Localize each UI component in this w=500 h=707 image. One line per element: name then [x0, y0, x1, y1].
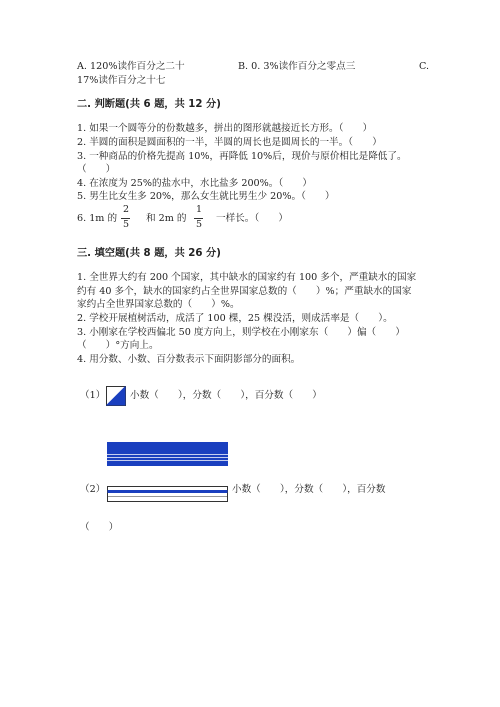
fraction-2-numerator: 1	[195, 204, 203, 215]
judge-item-4: 4. 在浓度为 25%的盐水中，水比盐多 200%。（ ）	[77, 178, 312, 189]
fill-line-2: 约有 40 多个，缺水的国家约占全世界国家总数的（ ）%；严重缺水的国家	[77, 286, 412, 297]
figure-1-answer-text: 小数（ ），分数（ ），百分数（ ）	[130, 390, 322, 401]
section3-heading: 三. 填空题(共 8 题，共 26 分)	[77, 248, 221, 259]
judge-item-2: 2. 半圆的面积是圆面积的一半，半圆的周长也是圆周长的一半。（ ）	[77, 137, 382, 148]
fill-line-6: （ ）°方向上。	[77, 340, 159, 351]
fill-line-1: 1. 全世界大约有 200 个国家，其中缺水的国家约有 100 多个，严重缺水的国家	[77, 272, 417, 283]
judge-item-5: 5. 男生比女生多 20%，那么女生就比男生少 20%。（ ）	[77, 191, 335, 202]
partial-stripe-figure	[107, 486, 228, 502]
figure-1-label: （1）	[80, 390, 106, 401]
judge-item-6-prefix: 6. 1m 的	[77, 213, 118, 224]
section2-heading: 二. 判断题(共 6 题，共 12 分)	[77, 99, 221, 110]
option-a: A. 120%读作百分之二十	[77, 61, 185, 72]
judge-item-6-mid: 和 2m 的	[146, 213, 187, 224]
triangle-shaded-square-figure	[106, 386, 126, 406]
option-b: B. 0. 3%读作百分之零点三	[238, 61, 356, 72]
judge-item-3-blank: （ ）	[77, 164, 116, 175]
fill-line-7: 4. 用分数、小数、百分数表示下面阴影部分的面积。	[77, 354, 301, 365]
option-c: C.	[419, 61, 430, 72]
judge-item-6-suffix: 一样长。（ ）	[216, 213, 288, 224]
figure-2-label: （2）	[80, 484, 106, 495]
fraction-1-numerator: 2	[122, 204, 130, 215]
judge-item-3: 3. 一种商品的价格先提高 10%，再降低 10%后，现价与原价相比是降低了。	[77, 151, 407, 162]
fraction-2-denominator: 5	[195, 219, 203, 230]
fill-line-3: 家约占全世界国家总数的（ ）%。	[77, 299, 240, 310]
option-c-continued: 17%读作百分之十七	[77, 75, 166, 86]
fill-line-5: 3. 小刚家在学校西偏北 50 度方向上，则学校在小刚家东（ ）偏（ ）	[77, 327, 405, 338]
figure-2-answer-tail: （ ）	[80, 522, 119, 533]
judge-item-1: 1. 如果一个圆等分的份数越多，拼出的图形就越接近长方形。（ ）	[77, 123, 373, 134]
figure-2-answer-text: 小数（ ），分数（ ），百分数	[232, 484, 386, 495]
striped-shaded-rectangle-figure	[107, 442, 228, 466]
fill-line-4: 2. 学校开展植树活动，成活了 100 棵，25 棵没活，则成活率是（ ）。	[77, 313, 393, 324]
fraction-1-denominator: 5	[122, 219, 130, 230]
